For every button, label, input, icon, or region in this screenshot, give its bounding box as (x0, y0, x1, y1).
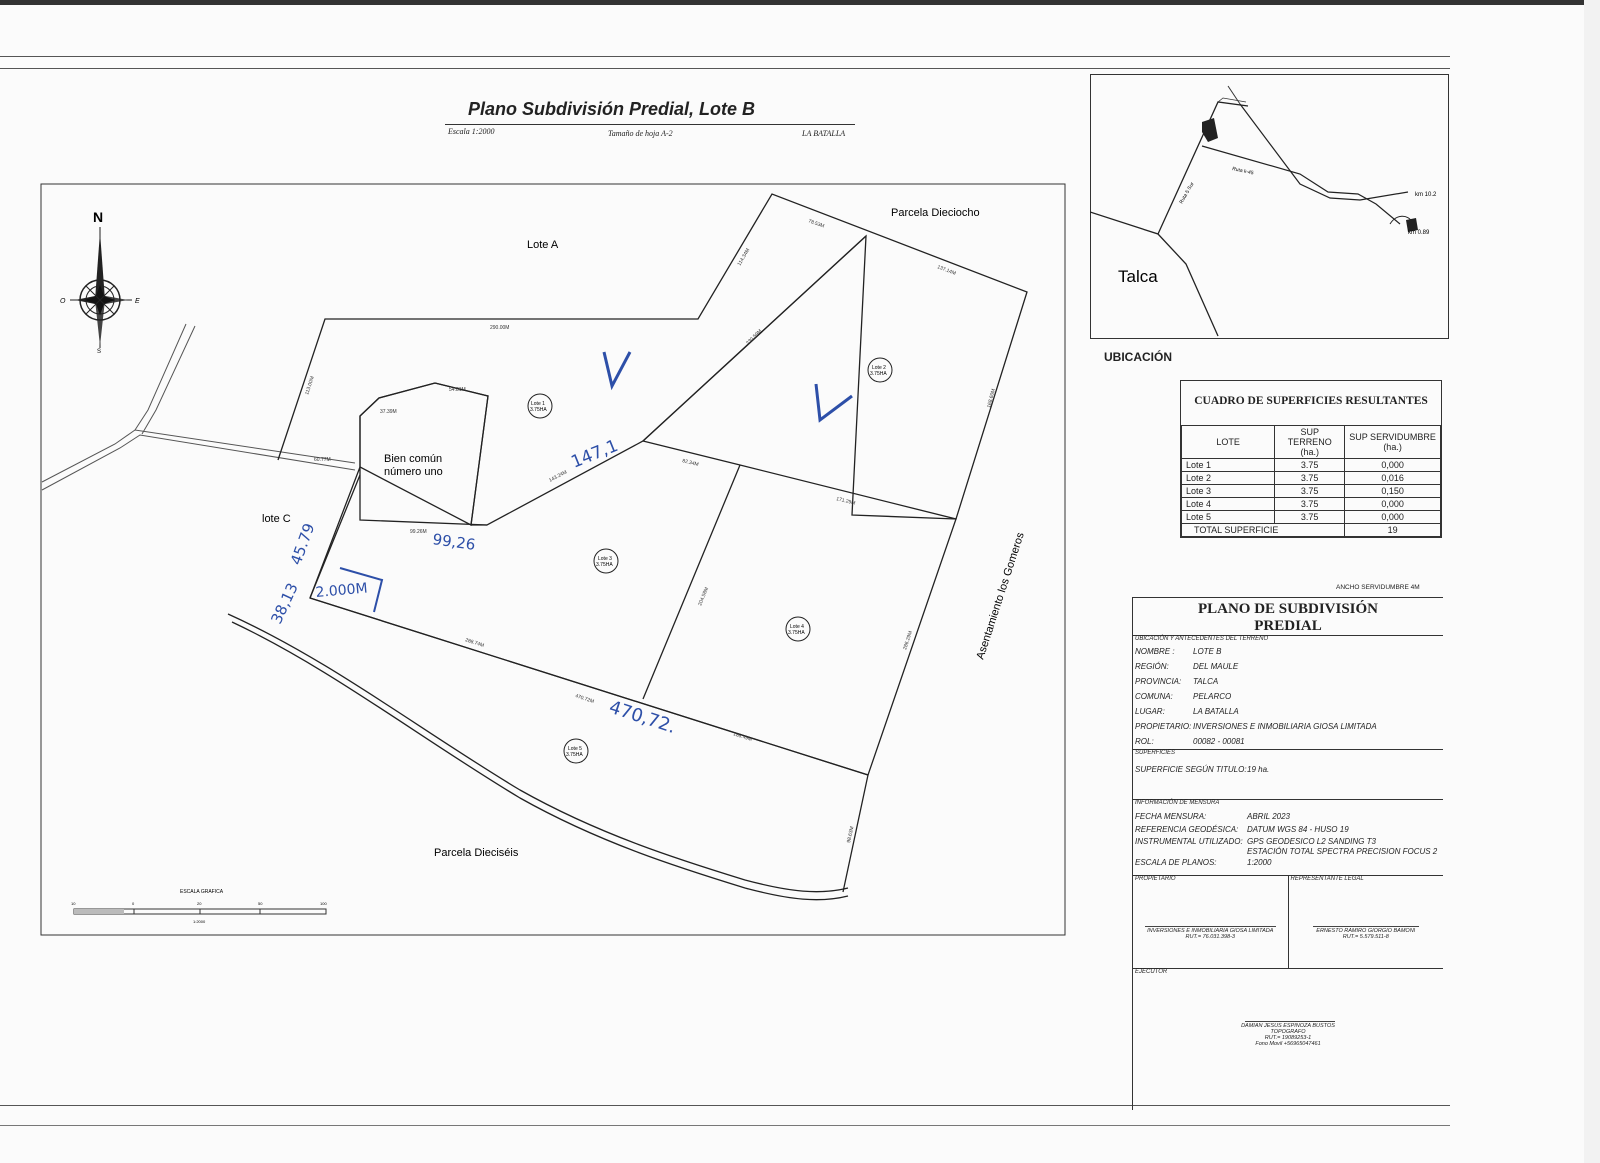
svg-text:3.75HA: 3.75HA (788, 630, 805, 636)
table-row: Lote 5 3.75 0,000 (1182, 511, 1441, 524)
check-mark-icon (604, 352, 630, 386)
tb-owner-box: PROPIETARIO INVERSIONES E INMOBILIARIA GIOSA LIMITADA RUT.= 76.031.398-3 (1133, 876, 1289, 968)
frame-line-bottom2 (0, 1125, 1450, 1126)
scale-tick-3: 20 (197, 901, 202, 906)
svg-text:3.75HA: 3.75HA (530, 407, 547, 413)
areas-table (1181, 425, 1441, 537)
svg-text:Lote 1: Lote 1 (531, 401, 545, 407)
plan-place: LA BATALLA (802, 129, 846, 138)
table-row: Lote 2 3.75 0,016 (1182, 472, 1441, 485)
farm-marker-icon (1202, 118, 1218, 142)
tb-executor-title: TOPOGRAFO (1270, 1029, 1306, 1035)
dim-17: 470.72M (574, 693, 595, 705)
dim-8: 37.39M (380, 409, 397, 415)
loc-road2: Ruta k-45 (1231, 166, 1255, 177)
access-road (42, 324, 355, 490)
lot-marker-5 (564, 739, 588, 763)
svg-text:3.75HA: 3.75HA (566, 752, 583, 758)
label-bien-comun-1: Bien común (384, 453, 443, 465)
tb-mensura-row: REFERENCIA GEODÉSICA: DATUM WGS 84 - HUSO 19 (1135, 825, 1349, 834)
dim-19: 98.63M (846, 825, 856, 844)
tb-owner-name: INVERSIONES E INMOBILIARIA GIOSA LIMITADA (1147, 928, 1274, 934)
areas-header-terreno: SUP TERRENO (ha.) (1275, 426, 1345, 459)
svg-text:3.75HA: 3.75HA (870, 371, 887, 377)
dim-4: 114.34M (736, 247, 752, 267)
location-label: UBICACIÓN (1104, 350, 1172, 364)
tb-title-1: PLANO DE SUBDIVISIÓN (1197, 601, 1379, 617)
total-row: TOTAL SUPERFICIE 19 (1182, 524, 1441, 537)
dim-2: 78.53M (807, 218, 826, 230)
svg-text:Lote 4: Lote 4 (790, 624, 804, 630)
compass-n: N (93, 209, 104, 225)
hand-147: 147,1 (568, 435, 622, 473)
hand-47072: 470,72. (606, 696, 679, 738)
label-parcela-16: Parcela Dieciséis (434, 847, 519, 859)
lot-marker-1 (528, 394, 552, 418)
loc-km1: km 10.2 (1415, 192, 1437, 198)
hand-9926: 99,26 (431, 530, 477, 554)
label-bien-comun-2: número uno (384, 466, 443, 478)
tb-section-2: SUPERFICIES (1135, 750, 1176, 756)
dim-5: 230.59M (745, 328, 764, 347)
tb-field-row: ROL: 00082 - 00081 (1135, 737, 1245, 746)
lot-marker-4 (786, 617, 810, 641)
plan-scale: Escala 1:2000 (448, 127, 495, 136)
dim-16: 286.29M (902, 630, 914, 651)
tb-legal-box: REPRESENTANTE LEGAL ERNESTO RAMIRO GIORGIO BAMONI RUT.= 5.579.511-8 (1289, 876, 1444, 968)
tb-field-row: REGIÓN: DEL MAULE (1135, 662, 1239, 671)
label-parcela-18: Parcela Dieciocho (891, 207, 980, 219)
dim-20: 168.60M (986, 388, 997, 409)
label-asentamiento: Asentamiento los Gomeros (974, 531, 1027, 661)
tb-mensura-row: ESCALA DE PLANOS: 1:2000 (1135, 858, 1272, 867)
tb-section-1: UBICACIÓN Y ANTECEDENTES DEL TERRENO (1135, 636, 1269, 642)
compass-s: S (97, 349, 102, 355)
title-block: PLANO DE SUBDIVISIÓN PREDIAL UBICACIÓN Y ANTECEDENTES DEL TERRENO NOMBRE : LOTE B REGIÓN: DEL MAULE PROVINCIA: TALCA COMUNA: PELARCO LUGAR: LA BATALLA PROPIETARIO: INVERSIONES E INMOBILIARIA GIOSA LIMITADA ROL: 00082 - 00081 SUPERFICIES SUPERFICIE SEGÚN TITULO: 19 ha. INFORMACIÓN DE MENSURA FECHA MENSURA: ABRIL 2023 REFERENCIA GEODÉSICA: DATUM WGS 84 - HUSO 19 INSTRUMENTAL UTILIZADO: GPS GEODESICO L2 SANDING T3 ESTACIÓN TOTAL SPECTRA PRECISION FOCUS 2 ESCALA DE PLANOS: 1:2000 PROPIETARIO INVERSIONES E INMOBILIARIA GIOSA LIMITADA RUT.= 76.031.398-3 REPRESENTANTE LEGAL ERNESTO RAMIRO GIORGIO BAMONI RUT.= 5.579.511-8 EJECUTOR DAMIAN JESUS ESPINOZA BUSTOS TOPOGRAFO RUT.= 19089253-1 Fono Movil +56965047461 (1132, 597, 1443, 1110)
svg-text:3.75HA: 3.75HA (596, 562, 613, 568)
tb-owner-rut: RUT.= 76.031.398-3 (1185, 934, 1235, 940)
table-row: Lote 4 3.75 0,000 (1182, 498, 1441, 511)
compass-o: O (60, 298, 66, 305)
loc-km2: km 0.89 (1408, 230, 1430, 236)
dim-11: 143.24M (548, 469, 569, 484)
lot-marker-2 (868, 358, 892, 382)
right-edge (1584, 0, 1600, 1163)
tb-legal-rut: RUT.= 5.579.511-8 (1342, 934, 1389, 940)
table-row: Lote 3 3.75 0,150 (1182, 485, 1441, 498)
tb-field-row: PROPIETARIO: INVERSIONES E INMOBILIARIA GIOSA LIMITADA (1135, 722, 1377, 731)
tb-legal-name: ERNESTO RAMIRO GIORGIO BAMONI (1316, 928, 1416, 934)
scale-tick-5: 100 (320, 901, 327, 906)
hand-3813: 38,13 (267, 580, 302, 627)
areas-header-lote: LOTE (1182, 426, 1275, 459)
scale-tick-2: 0 (132, 901, 135, 906)
tb-section-3: INFORMACIÓN DE MENSURA (1135, 800, 1220, 806)
tb-executor-phone: Fono Movil +56965047461 (1255, 1041, 1321, 1047)
dim-14: 204.58M (697, 586, 711, 607)
areas-title: CUADRO DE SUPERFICIES RESULTANTES (1194, 395, 1428, 407)
loc-road1: Ruta 5 Sur (1178, 181, 1196, 205)
label-lote-c: lote C (262, 513, 291, 525)
tb-superficie-row: SUPERFICIE SEGÚN TITULO: 19 ha. (1135, 765, 1270, 774)
scale-tick-1: 10 (71, 901, 76, 906)
svg-text:Lote 3: Lote 3 (598, 556, 612, 562)
tb-field-row: LUGAR: LA BATALLA (1135, 707, 1239, 716)
dim-9: 60.77M (314, 457, 331, 463)
location-map (1090, 74, 1450, 340)
check-mark-icon-2 (816, 384, 852, 420)
tb-field-row: COMUNA: PELARCO (1135, 692, 1232, 701)
svg-text:Lote 2: Lote 2 (872, 365, 886, 371)
compass-rose-icon (70, 227, 132, 348)
lot-marker-3 (594, 549, 618, 573)
compass-e: E (135, 298, 140, 305)
table-row: Lote 1 3.75 0,000 (1182, 459, 1441, 472)
dim-6: 113.00M (304, 375, 316, 396)
hand-2000: 2.000M (314, 580, 369, 601)
scale-title: ESCALA GRAFICA (180, 889, 224, 895)
areas-note: ANCHO SERVIDUMBRE 4M (1336, 584, 1420, 591)
lot-boundaries (228, 194, 1027, 900)
svg-text:Lote 5: Lote 5 (568, 746, 582, 752)
label-lote-a: Lote A (527, 239, 559, 251)
tb-title-2: PREDIAL (1254, 618, 1322, 634)
tb-mensura-row: FECHA MENSURA: ABRIL 2023 (1135, 812, 1290, 821)
dim-1: 290.00M (490, 325, 510, 331)
plan-sheet-size: Tamaño de hoja A-2 (608, 129, 673, 138)
tb-mensura-row: ESTACIÓN TOTAL SPECTRA PRECISION FOCUS 2 (1247, 847, 1438, 856)
dim-3: 137.14M (936, 264, 957, 277)
dim-10: 82.34M (681, 458, 700, 468)
areas-header-servidumbre: SUP SERVIDUMBRE (ha.) (1345, 426, 1441, 459)
scale-tick-4: 50 (258, 901, 263, 906)
hand-4579: 45.79 (286, 520, 319, 568)
dim-15: 288.74M (464, 637, 485, 649)
tb-executor-name: DAMIAN JESUS ESPINOZA BUSTOS (1241, 1023, 1335, 1029)
tb-field-row: PROVINCIA: TALCA (1135, 677, 1219, 686)
areas-table-box (1180, 380, 1442, 538)
tb-field-row: NOMBRE : LOTE B (1135, 647, 1222, 656)
tb-executor-rut: RUT.= 19089253-1 (1264, 1035, 1312, 1041)
dim-7: 54.81M (449, 387, 466, 393)
scale-sub: 1:2000 (193, 919, 206, 924)
map-frame (41, 184, 1065, 935)
graphic-scale (74, 909, 326, 914)
tb-mensura-row: INSTRUMENTAL UTILIZADO: GPS GEODESICO L2 SANDING T3 (1135, 837, 1376, 846)
dim-18: 188.49M (732, 731, 753, 743)
plan-title: Plano Subdivisión Predial, Lote B (468, 99, 756, 119)
dim-12: 171.29M (835, 496, 856, 507)
dim-13: 99.26M (410, 529, 427, 535)
loc-city: Talca (1118, 267, 1158, 286)
